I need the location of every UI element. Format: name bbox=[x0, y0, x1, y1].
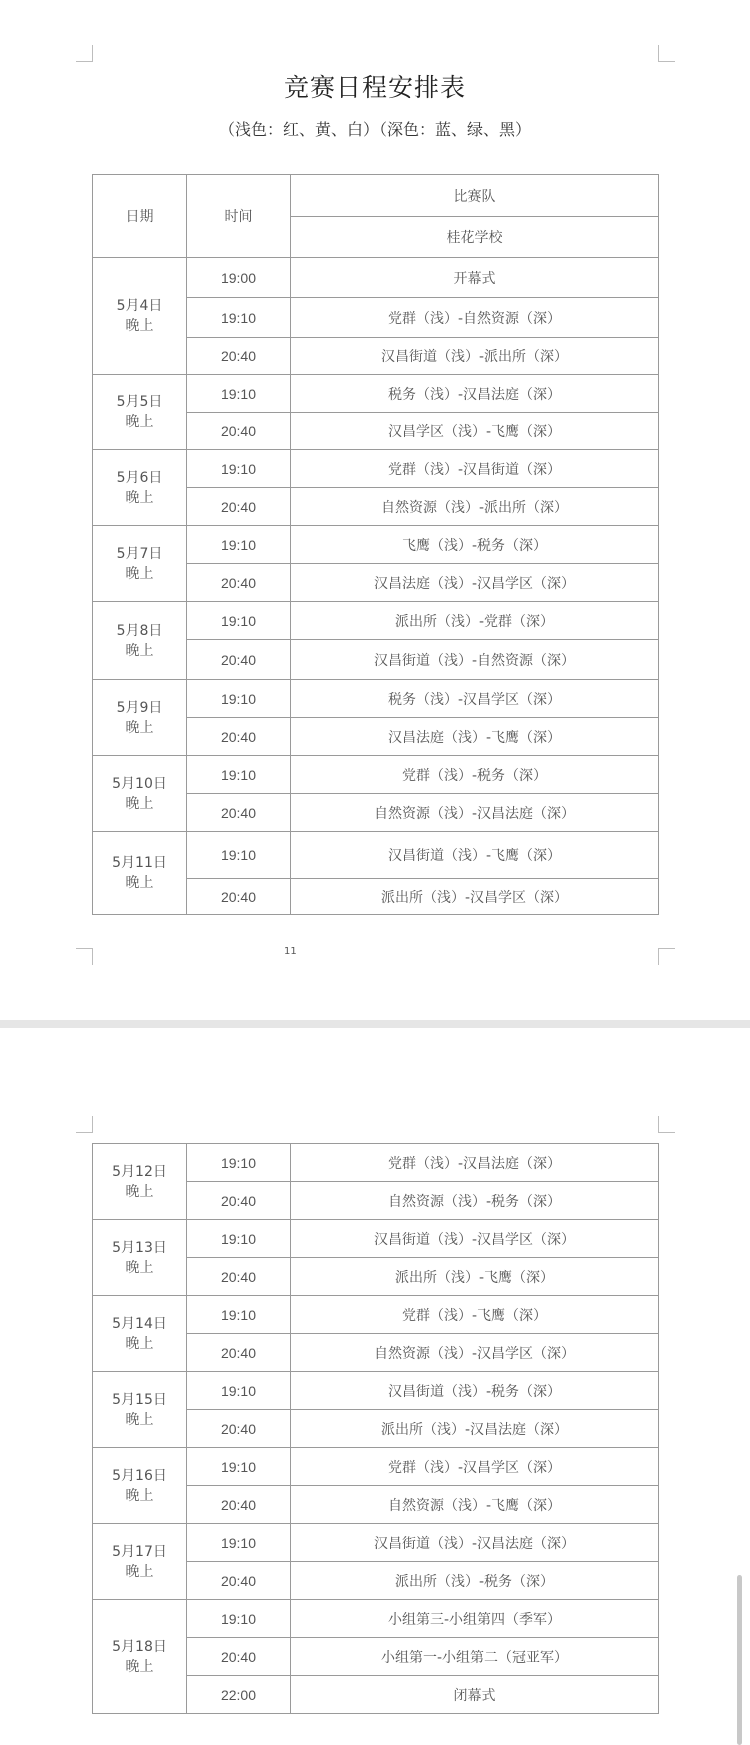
time-cell: 20:40 bbox=[187, 1562, 291, 1600]
match-cell: 自然资源（浅）-派出所（深） bbox=[291, 488, 659, 526]
date-cell bbox=[93, 680, 187, 756]
document-page-2 bbox=[0, 1028, 750, 1745]
time-cell: 20:40 bbox=[187, 338, 291, 375]
time-cell: 19:10 bbox=[187, 526, 291, 564]
time-cell: 20:40 bbox=[187, 718, 291, 756]
date-label: 5月8日 bbox=[116, 622, 163, 639]
match-cell: 闭幕式 bbox=[291, 1676, 659, 1714]
time-cell: 20:40 bbox=[187, 413, 291, 450]
date-cell bbox=[93, 756, 187, 832]
match-cell: 派出所（浅）-汉昌学区（深） bbox=[291, 879, 659, 915]
match-cell: 党群（浅）-自然资源（深） bbox=[291, 298, 659, 338]
time-cell: 20:40 bbox=[187, 640, 291, 680]
table-row bbox=[93, 450, 659, 488]
time-cell: 19:10 bbox=[187, 832, 291, 879]
match-cell: 派出所（浅）-税务（深） bbox=[291, 1562, 659, 1600]
time-cell: 19:10 bbox=[187, 602, 291, 640]
date-label: 5月15日 bbox=[112, 1391, 167, 1408]
page-corner-mark bbox=[76, 1116, 93, 1133]
page-separator bbox=[0, 1020, 750, 1028]
header-teams: 比赛队 bbox=[291, 175, 659, 217]
time-cell: 20:40 bbox=[187, 794, 291, 832]
time-cell: 19:10 bbox=[187, 1372, 291, 1410]
match-cell: 党群（浅）-飞鹰（深） bbox=[291, 1296, 659, 1334]
time-cell: 19:00 bbox=[187, 258, 291, 298]
period-label: 晚上 bbox=[125, 565, 154, 582]
date-label: 5月17日 bbox=[112, 1543, 167, 1560]
date-label: 5月12日 bbox=[112, 1163, 167, 1180]
table-row bbox=[93, 375, 659, 413]
date-label: 5月7日 bbox=[116, 545, 163, 562]
date-label: 5月11日 bbox=[112, 855, 167, 871]
time-cell: 20:40 bbox=[187, 1410, 291, 1448]
time-cell: 19:10 bbox=[187, 1600, 291, 1638]
date-cell bbox=[93, 1296, 187, 1372]
date-cell bbox=[93, 1144, 187, 1220]
time-cell: 19:10 bbox=[187, 756, 291, 794]
match-cell: 汉昌学区（浅）-飞鹰（深） bbox=[291, 413, 659, 450]
table-row bbox=[93, 1524, 659, 1562]
match-cell: 自然资源（浅）-汉昌法庭（深） bbox=[291, 794, 659, 832]
date-label: 5月16日 bbox=[112, 1467, 167, 1484]
period-label: 晚上 bbox=[125, 1487, 154, 1504]
match-cell: 汉昌法庭（浅）-汉昌学区（深） bbox=[291, 564, 659, 602]
date-cell bbox=[93, 832, 187, 915]
period-label: 晚上 bbox=[125, 719, 154, 736]
period-label: 晚上 bbox=[125, 489, 154, 506]
match-cell: 自然资源（浅）-税务（深） bbox=[291, 1182, 659, 1220]
page-number: 11 bbox=[284, 946, 297, 957]
time-cell: 20:40 bbox=[187, 1638, 291, 1676]
header-venue: 桂花学校 bbox=[291, 217, 659, 258]
date-cell bbox=[93, 602, 187, 680]
time-cell: 19:10 bbox=[187, 375, 291, 413]
match-cell: 汉昌街道（浅）-飞鹰（深） bbox=[291, 832, 659, 879]
period-label: 晚上 bbox=[125, 1658, 154, 1675]
color-legend: （浅色：红、黄、白）（深色：蓝、绿、黑） bbox=[218, 120, 531, 139]
date-cell bbox=[93, 1448, 187, 1524]
period-label: 晚上 bbox=[125, 1259, 154, 1276]
time-cell: 19:10 bbox=[187, 450, 291, 488]
date-cell bbox=[93, 526, 187, 602]
table-row bbox=[93, 602, 659, 640]
match-cell: 党群（浅）-汉昌法庭（深） bbox=[291, 1144, 659, 1182]
period-label: 晚上 bbox=[125, 1335, 154, 1352]
time-cell: 19:10 bbox=[187, 1220, 291, 1258]
match-cell: 派出所（浅）-汉昌法庭（深） bbox=[291, 1410, 659, 1448]
date-label: 5月14日 bbox=[112, 1315, 167, 1332]
time-cell: 20:40 bbox=[187, 1258, 291, 1296]
match-cell: 汉昌法庭（浅）-飞鹰（深） bbox=[291, 718, 659, 756]
date-cell bbox=[93, 1372, 187, 1448]
page-corner-mark bbox=[76, 45, 93, 62]
schedule-table-page-2 bbox=[92, 1143, 659, 1714]
time-cell: 19:10 bbox=[187, 1448, 291, 1486]
match-cell: 汉昌街道（浅）-派出所（深） bbox=[291, 338, 659, 375]
time-cell: 22:00 bbox=[187, 1676, 291, 1714]
date-label: 5月5日 bbox=[116, 394, 163, 410]
date-label: 5月10日 bbox=[112, 775, 167, 792]
scrollbar-thumb[interactable] bbox=[737, 1575, 742, 1745]
time-cell: 20:40 bbox=[187, 1182, 291, 1220]
match-cell: 小组第三-小组第四（季军） bbox=[291, 1600, 659, 1638]
page-title: 竞赛日程安排表 bbox=[283, 73, 466, 102]
period-label: 晚上 bbox=[125, 642, 154, 659]
time-cell: 20:40 bbox=[187, 879, 291, 915]
period-label: 晚上 bbox=[125, 795, 154, 812]
date-label: 5月4日 bbox=[116, 298, 163, 314]
page-corner-mark bbox=[658, 1116, 675, 1133]
match-cell: 汉昌街道（浅）-税务（深） bbox=[291, 1372, 659, 1410]
table-row bbox=[93, 258, 659, 298]
match-cell: 自然资源（浅）-飞鹰（深） bbox=[291, 1486, 659, 1524]
time-cell: 19:10 bbox=[187, 1524, 291, 1562]
match-cell: 税务（浅）-汉昌学区（深） bbox=[291, 680, 659, 718]
period-label: 晚上 bbox=[125, 875, 154, 891]
header-time: 时间 bbox=[187, 175, 291, 258]
time-cell: 19:10 bbox=[187, 1144, 291, 1182]
time-cell: 19:10 bbox=[187, 680, 291, 718]
time-cell: 19:10 bbox=[187, 1296, 291, 1334]
date-label: 5月18日 bbox=[112, 1638, 167, 1655]
table-row bbox=[93, 756, 659, 794]
page-corner-mark bbox=[658, 948, 675, 965]
table-row bbox=[93, 1144, 659, 1182]
time-cell: 20:40 bbox=[187, 564, 291, 602]
table-row bbox=[93, 526, 659, 564]
date-cell bbox=[93, 375, 187, 450]
date-cell bbox=[93, 1220, 187, 1296]
table-row bbox=[93, 1296, 659, 1334]
date-label: 5月9日 bbox=[116, 699, 163, 716]
period-label: 晚上 bbox=[125, 1183, 154, 1200]
period-label: 晚上 bbox=[125, 318, 154, 334]
period-label: 晚上 bbox=[125, 414, 154, 430]
page-corner-mark bbox=[76, 948, 93, 965]
match-cell: 派出所（浅）-党群（深） bbox=[291, 602, 659, 640]
table-row bbox=[93, 1372, 659, 1410]
date-label: 5月6日 bbox=[116, 469, 163, 486]
match-cell: 开幕式 bbox=[291, 258, 659, 298]
table-row bbox=[93, 1448, 659, 1486]
header-date: 日期 bbox=[93, 175, 187, 258]
match-cell: 飞鹰（浅）-税务（深） bbox=[291, 526, 659, 564]
match-cell: 汉昌街道（浅）-汉昌法庭（深） bbox=[291, 1524, 659, 1562]
match-cell: 小组第一-小组第二（冠亚军） bbox=[291, 1638, 659, 1676]
time-cell: 20:40 bbox=[187, 488, 291, 526]
table-row bbox=[93, 680, 659, 718]
date-cell bbox=[93, 1524, 187, 1600]
page-corner-mark bbox=[658, 45, 675, 62]
match-cell: 税务（浅）-汉昌法庭（深） bbox=[291, 375, 659, 413]
match-cell: 党群（浅）-汉昌街道（深） bbox=[291, 450, 659, 488]
match-cell: 汉昌街道（浅）-自然资源（深） bbox=[291, 640, 659, 680]
match-cell: 派出所（浅）-飞鹰（深） bbox=[291, 1258, 659, 1296]
match-cell: 党群（浅）-税务（深） bbox=[291, 756, 659, 794]
date-cell bbox=[93, 258, 187, 375]
table-row bbox=[93, 832, 659, 879]
match-cell: 汉昌街道（浅）-汉昌学区（深） bbox=[291, 1220, 659, 1258]
match-cell: 自然资源（浅）-汉昌学区（深） bbox=[291, 1334, 659, 1372]
schedule-table-page-1 bbox=[92, 174, 659, 915]
date-cell bbox=[93, 1600, 187, 1714]
time-cell: 20:40 bbox=[187, 1334, 291, 1372]
match-cell: 党群（浅）-汉昌学区（深） bbox=[291, 1448, 659, 1486]
period-label: 晚上 bbox=[125, 1563, 154, 1580]
date-cell bbox=[93, 450, 187, 526]
date-label: 5月13日 bbox=[112, 1239, 167, 1256]
time-cell: 20:40 bbox=[187, 1486, 291, 1524]
table-row bbox=[93, 1600, 659, 1638]
time-cell: 19:10 bbox=[187, 298, 291, 338]
period-label: 晚上 bbox=[125, 1411, 154, 1428]
table-row bbox=[93, 1220, 659, 1258]
